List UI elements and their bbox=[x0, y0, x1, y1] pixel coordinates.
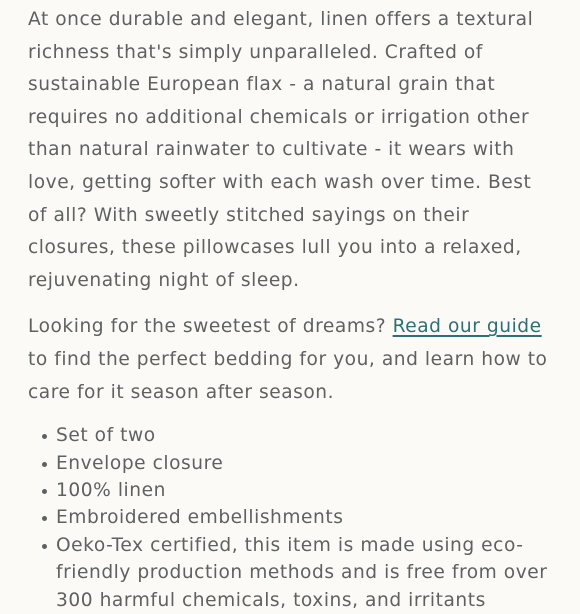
feature-list bbox=[28, 422, 552, 614]
read-guide-link[interactable]: Read our guide bbox=[392, 316, 542, 338]
feature-item-envelope-closure: Envelope closure bbox=[28, 450, 552, 477]
guide-intro-text: Looking for the sweetest of dreams? bbox=[28, 316, 393, 338]
description-paragraph: At once durable and elegant, linen offers a textural richness that's simply unparalleled. Crafted of sustainable European flax - a natural grain that requires no additional chemicals or irrigation other than natural rainwater to cultivate - it wears with love, getting softer with each wash over time. Best of all? With sweetly stitched sayings on their closures, these pillowcases lull you into a relaxed, rejuvenating night of sleep. bbox=[28, 9, 534, 291]
feature-item-certification: Oeko-Tex certified, this item is made using eco-friendly production methods and is free from over 300 harmful chemicals, toxins, and irritants bbox=[28, 532, 552, 614]
feature-item-set-of-two: Set of two bbox=[28, 422, 552, 449]
guide-paragraph bbox=[28, 311, 552, 409]
feature-item-material: 100% linen bbox=[28, 477, 552, 504]
guide-outro-text: to find the perfect bedding for you, and learn how to care for it season after season. bbox=[28, 348, 548, 403]
feature-item-embellishments: Embroidered embellishments bbox=[28, 504, 552, 531]
